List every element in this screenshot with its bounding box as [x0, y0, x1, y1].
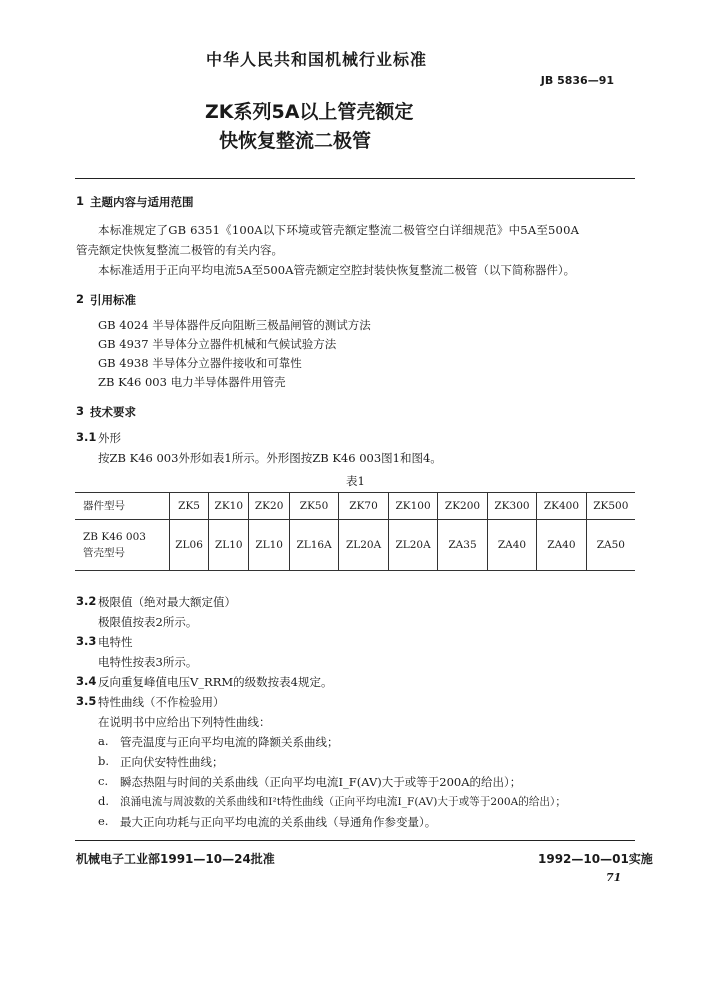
table-cell-model: ZK5	[170, 493, 209, 520]
standard-org-title: 中华人民共和国机械行业标准	[206, 50, 428, 69]
standard-code: JB 5836—91	[540, 74, 614, 87]
section-3-1-number: 3.1	[76, 430, 97, 444]
table-cell-case: ZL16A	[289, 520, 339, 571]
section-1-para1-line2: 管壳额定快恢复整流二极管的有关内容。	[76, 243, 283, 257]
table-caption: 表1	[346, 474, 365, 488]
section-3-2-number: 3.2	[76, 594, 97, 608]
table-cell-case: ZA40	[537, 520, 586, 571]
section-3-2-text: 极限值按表2所示。	[98, 615, 198, 629]
section-2-number: 2	[76, 292, 85, 306]
doc-title-line2: 快恢复整流二极管	[219, 130, 372, 152]
effective-date: 1992—10—01实施	[538, 852, 653, 866]
section-3-5-number: 3.5	[76, 694, 97, 708]
section-1-para2: 本标准适用于正向平均电流5A至500A管壳额定空腔封装快恢复整流二极管（以下简称器件）。	[98, 263, 576, 277]
curve-item-text: 管壳温度与正向平均电流的降额关系曲线；	[120, 735, 339, 749]
curve-item-text: 最大正向功耗与正向平均电流的关系曲线（导通角作参变量）。	[120, 815, 437, 829]
curve-item-label: d.	[98, 794, 110, 808]
table-cell-model: ZK50	[289, 493, 339, 520]
section-3-5-intro: 在说明书中应给出下列特性曲线：	[98, 715, 271, 729]
curve-item-text: 浪涌电流与周波数的关系曲线和I²t特性曲线（正向平均电流I_F(AV)大于或等于200A的给出）；	[120, 796, 566, 808]
table-header-case-model	[75, 520, 170, 571]
table-header-device-model: 器件型号	[75, 493, 170, 520]
table-cell-case: ZL10	[209, 520, 249, 571]
table-cell-model: ZK20	[249, 493, 289, 520]
table-cell-model: ZK10	[209, 493, 249, 520]
table-cell-case: ZL20A	[388, 520, 438, 571]
curve-item-label: e.	[98, 814, 109, 828]
reference-item: GB 4938 半导体分立器件接收和可靠性	[98, 356, 302, 370]
page-number: 71	[606, 871, 622, 884]
section-3-1-title: 外形	[98, 431, 121, 445]
footer-divider	[75, 840, 635, 841]
model-table	[75, 492, 635, 571]
reference-item: GB 4937 半导体分立器件机械和气候试验方法	[98, 337, 337, 351]
section-3-3-text: 电特性按表3所示。	[98, 655, 198, 669]
table-cell-model: ZK300	[487, 493, 536, 520]
section-3-4-number: 3.4	[76, 674, 97, 688]
section-1-para1-line1: 本标准规定了GB 6351《100A以下环境或管壳额定整流二极管空白详细规范》中5A至500A	[98, 223, 580, 237]
curve-item-text: 瞬态热阻与时间的关系曲线（正向平均电流I_F(AV)大于或等于200A的给出）；	[120, 775, 522, 789]
section-3-1-text: 按ZB K46 003外形如表1所示。外形图按ZB K46 003图1和图4。	[98, 451, 442, 465]
doc-title-line1: ZK系列5A以上管壳额定	[205, 101, 414, 123]
curve-item-label: b.	[98, 754, 110, 768]
table-cell-case: ZA35	[438, 520, 487, 571]
table-cell-case: ZL20A	[339, 520, 389, 571]
table-cell-case: ZA40	[487, 520, 536, 571]
table-cell-model: ZK200	[438, 493, 487, 520]
table-cell-model: ZK70	[339, 493, 389, 520]
section-1-title: 主题内容与适用范围	[90, 195, 194, 209]
approval-note: 机械电子工业部1991—10—24批准	[76, 852, 275, 866]
section-3-5-title: 特性曲线（不作检验用）	[98, 695, 225, 709]
section-3-4-text: 反向重复峰值电压V_RRM的级数按表4规定。	[98, 675, 333, 689]
table-header-case-label: 管壳型号	[83, 547, 125, 559]
section-2-title: 引用标准	[90, 293, 136, 307]
table-row-models	[75, 493, 635, 520]
table-header-case-standard: ZB K46 003	[83, 531, 146, 543]
table-cell-case: ZL10	[249, 520, 289, 571]
table-cell-case: ZL06	[170, 520, 209, 571]
reference-item: GB 4024 半导体器件反向阻断三极晶闸管的测试方法	[98, 318, 371, 332]
table-cell-model: ZK100	[388, 493, 438, 520]
section-3-2-title: 极限值（绝对最大额定值）	[98, 595, 236, 609]
section-3-title: 技术要求	[90, 405, 136, 419]
curve-item-label: a.	[98, 734, 109, 748]
header-divider	[75, 178, 635, 179]
section-3-3-number: 3.3	[76, 634, 97, 648]
table-cell-case: ZA50	[586, 520, 635, 571]
table-row-cases	[75, 520, 635, 571]
reference-item: ZB K46 003 电力半导体器件用管壳	[98, 375, 286, 389]
curve-item-text: 正向伏安特性曲线；	[120, 755, 224, 769]
curve-item-label: c.	[98, 774, 109, 788]
table-cell-model: ZK500	[586, 493, 635, 520]
table-cell-model: ZK400	[537, 493, 586, 520]
section-3-number: 3	[76, 404, 85, 418]
section-3-3-title: 电特性	[98, 635, 133, 649]
section-1-number: 1	[76, 194, 85, 208]
